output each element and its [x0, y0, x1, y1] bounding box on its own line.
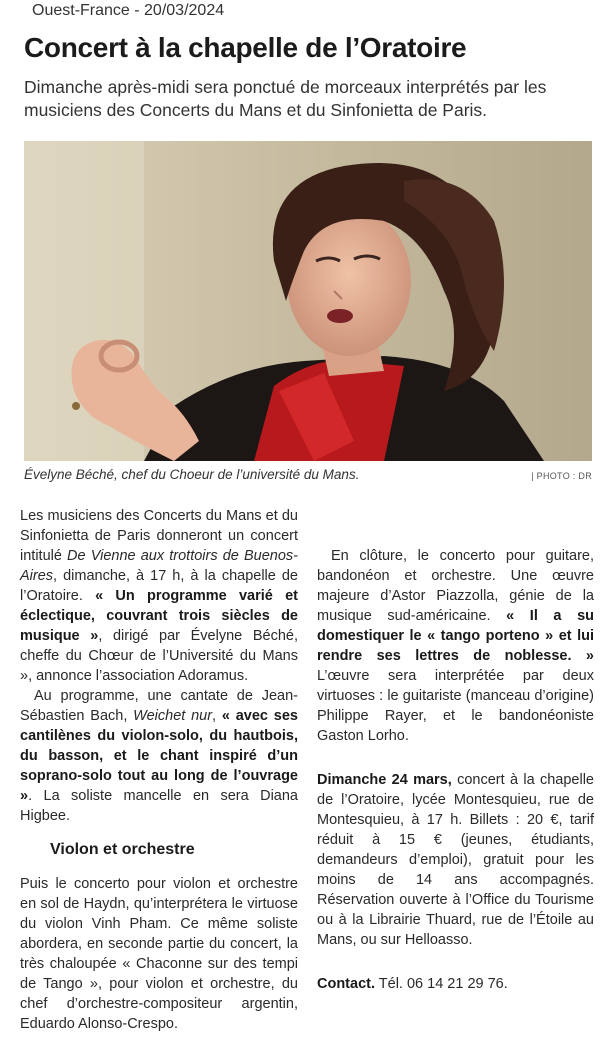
article-headline: Concert à la chapelle de l’Oratoire: [24, 32, 467, 63]
contact-phone: Tél. 06 14 21 29 76.: [375, 976, 508, 992]
paragraph-contact: [317, 974, 594, 994]
article-lead: Dimanche après-midi sera ponctué de morceaux interprétés par les musiciens des Concerts du Mans et du Sinfonietta de Paris.: [24, 77, 547, 120]
paragraph-intro: Les musiciens des Concerts du Mans et du Sinfonietta de Paris donneront un concert intitulé De Vienne aux trottoirs de Buenos-Aires, dimanche, à 17 h, à la chapelle de l’Oratoire. « Un programme varié et éclectique, couvrant trois siècles de musique », dirigé par Évelyne Béché, cheffe du Chœur de l’Université du Mans », annonce l’association Adoramus.: [20, 508, 298, 684]
quote-cantata: « avec ses cantilènes du violon-solo, du hautbois, du basson, et le chant inspiré d’un soprano-solo tout au long de l’ouvrage »: [20, 708, 298, 804]
article-column-left: [20, 506, 298, 1034]
event-date: Dimanche 24 mars,: [317, 772, 452, 788]
article-photo: [24, 141, 592, 461]
newspaper-source-date: Ouest-France - 20/03/2024: [32, 2, 225, 19]
article-column-right: [317, 506, 594, 994]
quote-programme: « Un programme varié et éclectique, couvrant trois siècles de musique »: [20, 588, 298, 644]
contact-label: Contact.: [317, 976, 375, 992]
paragraph-closing: En clôture, le concerto pour guitare, bandonéon et orchestre. Une œuvre majeure d’Astor Piazzolla, génie de la musique sud-américaine. « Il a su domestiquer le « tango porteno » et lui rendre ses lettres de noblesse. » L’œuvre sera interprétée par deux virtuoses : le guitariste (manceau d’origine) Philippe Rayer, et le bandonéoniste Gaston Lorho.: [317, 548, 594, 744]
concert-title: De Vienne aux trottoirs de Buenos-Aires: [20, 548, 298, 584]
paragraph-violin: Puis le concerto pour violon et orchestre en sol de Haydn, qu’interprétera le virtuose du violon Vinh Pham. Ce même soliste abordera, en seconde partie du concert, la très chaloupée « Chaconne sur des tempi de Tango », pour violon et orchestre, du chef d’orchestre-compositeur argentin, Eduardo Alonso-Crespo.: [20, 876, 298, 1032]
photo-credit: | PHOTO : DR: [531, 471, 592, 481]
cantata-title: Weichet nur: [133, 708, 213, 724]
quote-piazzolla: « Il a su domestiquer le « tango porteno » et lui rendre ses lettres de noblesse. »: [317, 608, 594, 664]
paragraph-programme: Au programme, une cantate de Jean-Sébastien Bach, Weichet nur, « avec ses cantilènes du violon-solo, du hautbois, du basson, et le chant inspiré d’un soprano-solo tout au long de l’ouvrage ». La soliste mancelle en sera Diana Higbee.: [20, 688, 298, 824]
photo-caption: Évelyne Béché, chef du Choeur de l’université du Mans.: [24, 467, 360, 482]
section-subheading: Violon et orchestre: [50, 841, 195, 858]
conductor-photo-illustration: [24, 141, 592, 461]
paragraph-practical-info: Dimanche 24 mars, concert à la chapelle de l’Oratoire, lycée Montesquieu, rue de Montesquieu, à 17 h. Billets : 20 €, tarif réduit à 15 € (jeunes, étudiants, demandeurs d’emploi), gratuit pour les moins de 14 ans accompagnés. Réservation ouverte à l’Office du Tourisme ou à la Librairie Thuard, rue de l’Étoile au Mans, ou sur Helloasso.: [317, 772, 594, 948]
